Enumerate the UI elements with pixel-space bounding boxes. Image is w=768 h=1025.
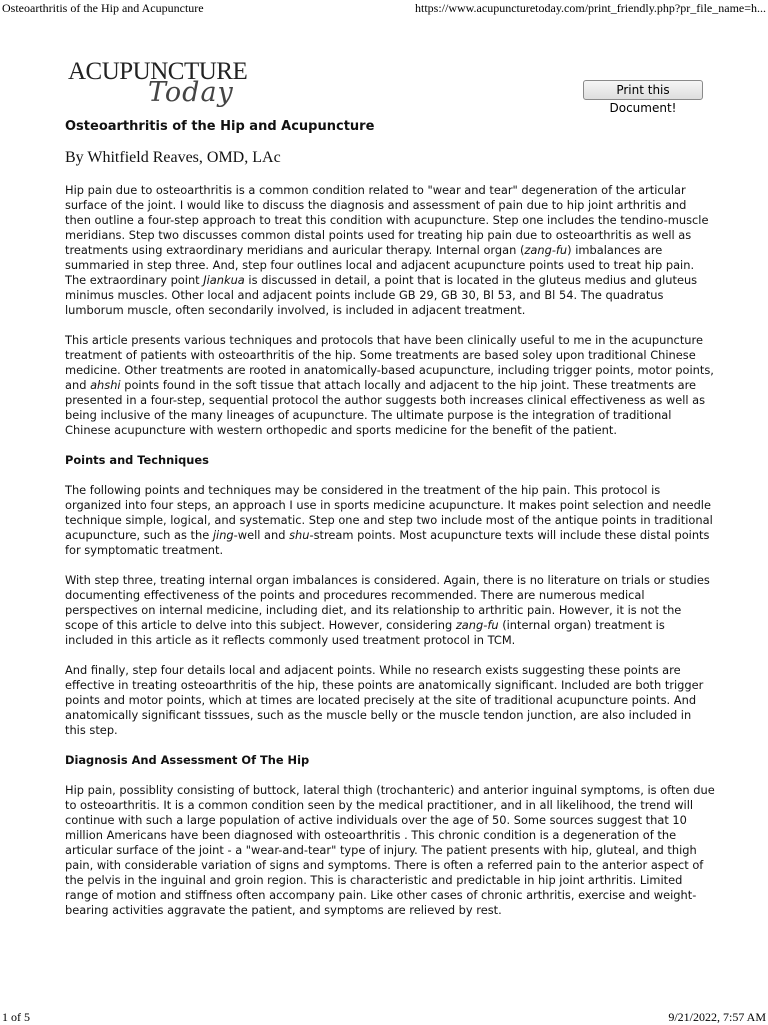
paragraph-step-three: With step three, treating internal organ imbalances is considered. Again, there is no literature on trials or studies documenting effectiveness of the points and procedures recommended. There are numerous medical perspectives on internal medicine, including diet, and its relationship to arthritic pain. However, it is not the scope of this article to delve into this subject. However, considering zang-fu (internal organ) treatment is included in this article as it reflects commonly used treatment protocol in TCM. xyxy=(65,573,710,647)
heading-diagnosis-assessment: Diagnosis And Assessment Of The Hip xyxy=(65,753,310,767)
paragraph-techniques-overview: This article presents various techniques and protocols that have been clinically useful to me in the acupuncture treatment of patients with osteoarthritis of the hip. Some treatments are based soley upon traditional Chinese medicine. Other treatments are rooted in anatomically-based acupuncture, including trigger points, motor points, and ahshi points found in the soft tissue that attach locally and adjacent to the hip joint. These treatments are presented in a four-step, sequential protocol the author suggests both increases clinical effectiveness as well as being inclusive of the many lineages of acupuncture. The ultimate purpose is the integration of traditional Chinese acupuncture with western orthopedic and sports medicine for the benefit of the patient. xyxy=(65,333,714,437)
print-header-url: https://www.acupuncturetoday.com/print_friendly.php?pr_file_name=h... xyxy=(414,1,766,15)
paragraph-intro: Hip pain due to osteoarthritis is a common condition related to "wear and tear" degeneration of the articular surface of the joint. I would like to discuss the diagnosis and assessment of pain due to hip joint arthritis and then outline a four-step approach to treat this condition with acupuncture. Step one includes the tendino-muscle meridians. Step two discusses common distal points used for treating hip pain due to osteoarthritis as well as treatments using extraordinary meridians and auricular therapy. Internal organ (zang-fu) imbalances are summaried in step three. And, step four outlines local and adjacent acupuncture points used to treat hip pain. The extraordinary point Jiankua is discussed in detail, a point that is located in the gluteus medius and gluteus minimus muscles. Other local and adjacent points include GB 29, GB 30, Bl 53, and Bl 54. The quadratus lumborum muscle, often secondarily involved, is included in adjacent treatment. xyxy=(65,183,709,317)
print-header-title: Osteoarthritis of the Hip and Acupuncture xyxy=(2,1,204,15)
print-document-button[interactable]: Print this Document! xyxy=(583,80,703,100)
print-timestamp: 9/21/2022, 7:57 AM xyxy=(668,1010,766,1024)
logo-text-today: Today xyxy=(148,77,234,108)
heading-points-and-techniques: Points and Techniques xyxy=(65,453,209,467)
print-header xyxy=(0,0,768,16)
paragraph-step-four: And finally, step four details local and adjacent points. While no research exists suggesting these points are effective in treating osteoarthritis of the hip, these points are anatomically significant. Included are both trigger points and motor points, which at times are located precisely at the site of traditional acupuncture points. And anatomically significant tisssues, such as the muscle belly or the muscle tendon junction, are also included in this step. xyxy=(65,663,704,737)
paragraph-diagnosis: Hip pain, possiblity consisting of buttock, lateral thigh (trochanteric) and anterior inguinal symptoms, is often due to osteoarthritis. It is a common condition seen by the medical practitioner, and in all likelihood, the trend will continue with such a large population of active individuals over the age of 50. Some sources suggest that 10 million Americans have been diagnosed with osteoarthritis . This chronic condition is a degeneration of the articular surface of the joint - a "wear-and-tear" type of injury. The patient presents with hip, gluteal, and thigh pain, with considerable variation of signs and symptoms. There is often a referred pain to the anterior aspect of the pelvis in the inguinal and groin region. This is characteristic and predictable in hip joint arthritis. Limited range of motion and stiffness often accompany pain. Like other cases of chronic arthritis, exercise and weight-bearing activities aggravate the patient, and symptoms are relieved by rest. xyxy=(65,783,715,917)
article-title: Osteoarthritis of the Hip and Acupuncture xyxy=(65,119,375,134)
article-byline: By Whitfield Reaves, OMD, LAc xyxy=(65,149,281,166)
logo-text-acupuncture: ACUPUNCTURE xyxy=(68,58,248,85)
page-count: 1 of 5 xyxy=(2,1010,30,1024)
paragraph-points-protocol: The following points and techniques may be considered in the treatment of the hip pain. This protocol is organized into four steps, an approach I use in sports medicine acupuncture. It makes point selection and needle technique simple, logical, and systematic. Step one and step two include most of the antique points in traditional acupuncture, such as the jing-well and shu-stream points. Most acupuncture texts will include these distal points for symptomatic treatment. xyxy=(65,483,713,557)
article-content xyxy=(65,118,715,918)
print-footer xyxy=(0,1008,768,1024)
acupuncture-today-logo[interactable] xyxy=(68,58,248,118)
